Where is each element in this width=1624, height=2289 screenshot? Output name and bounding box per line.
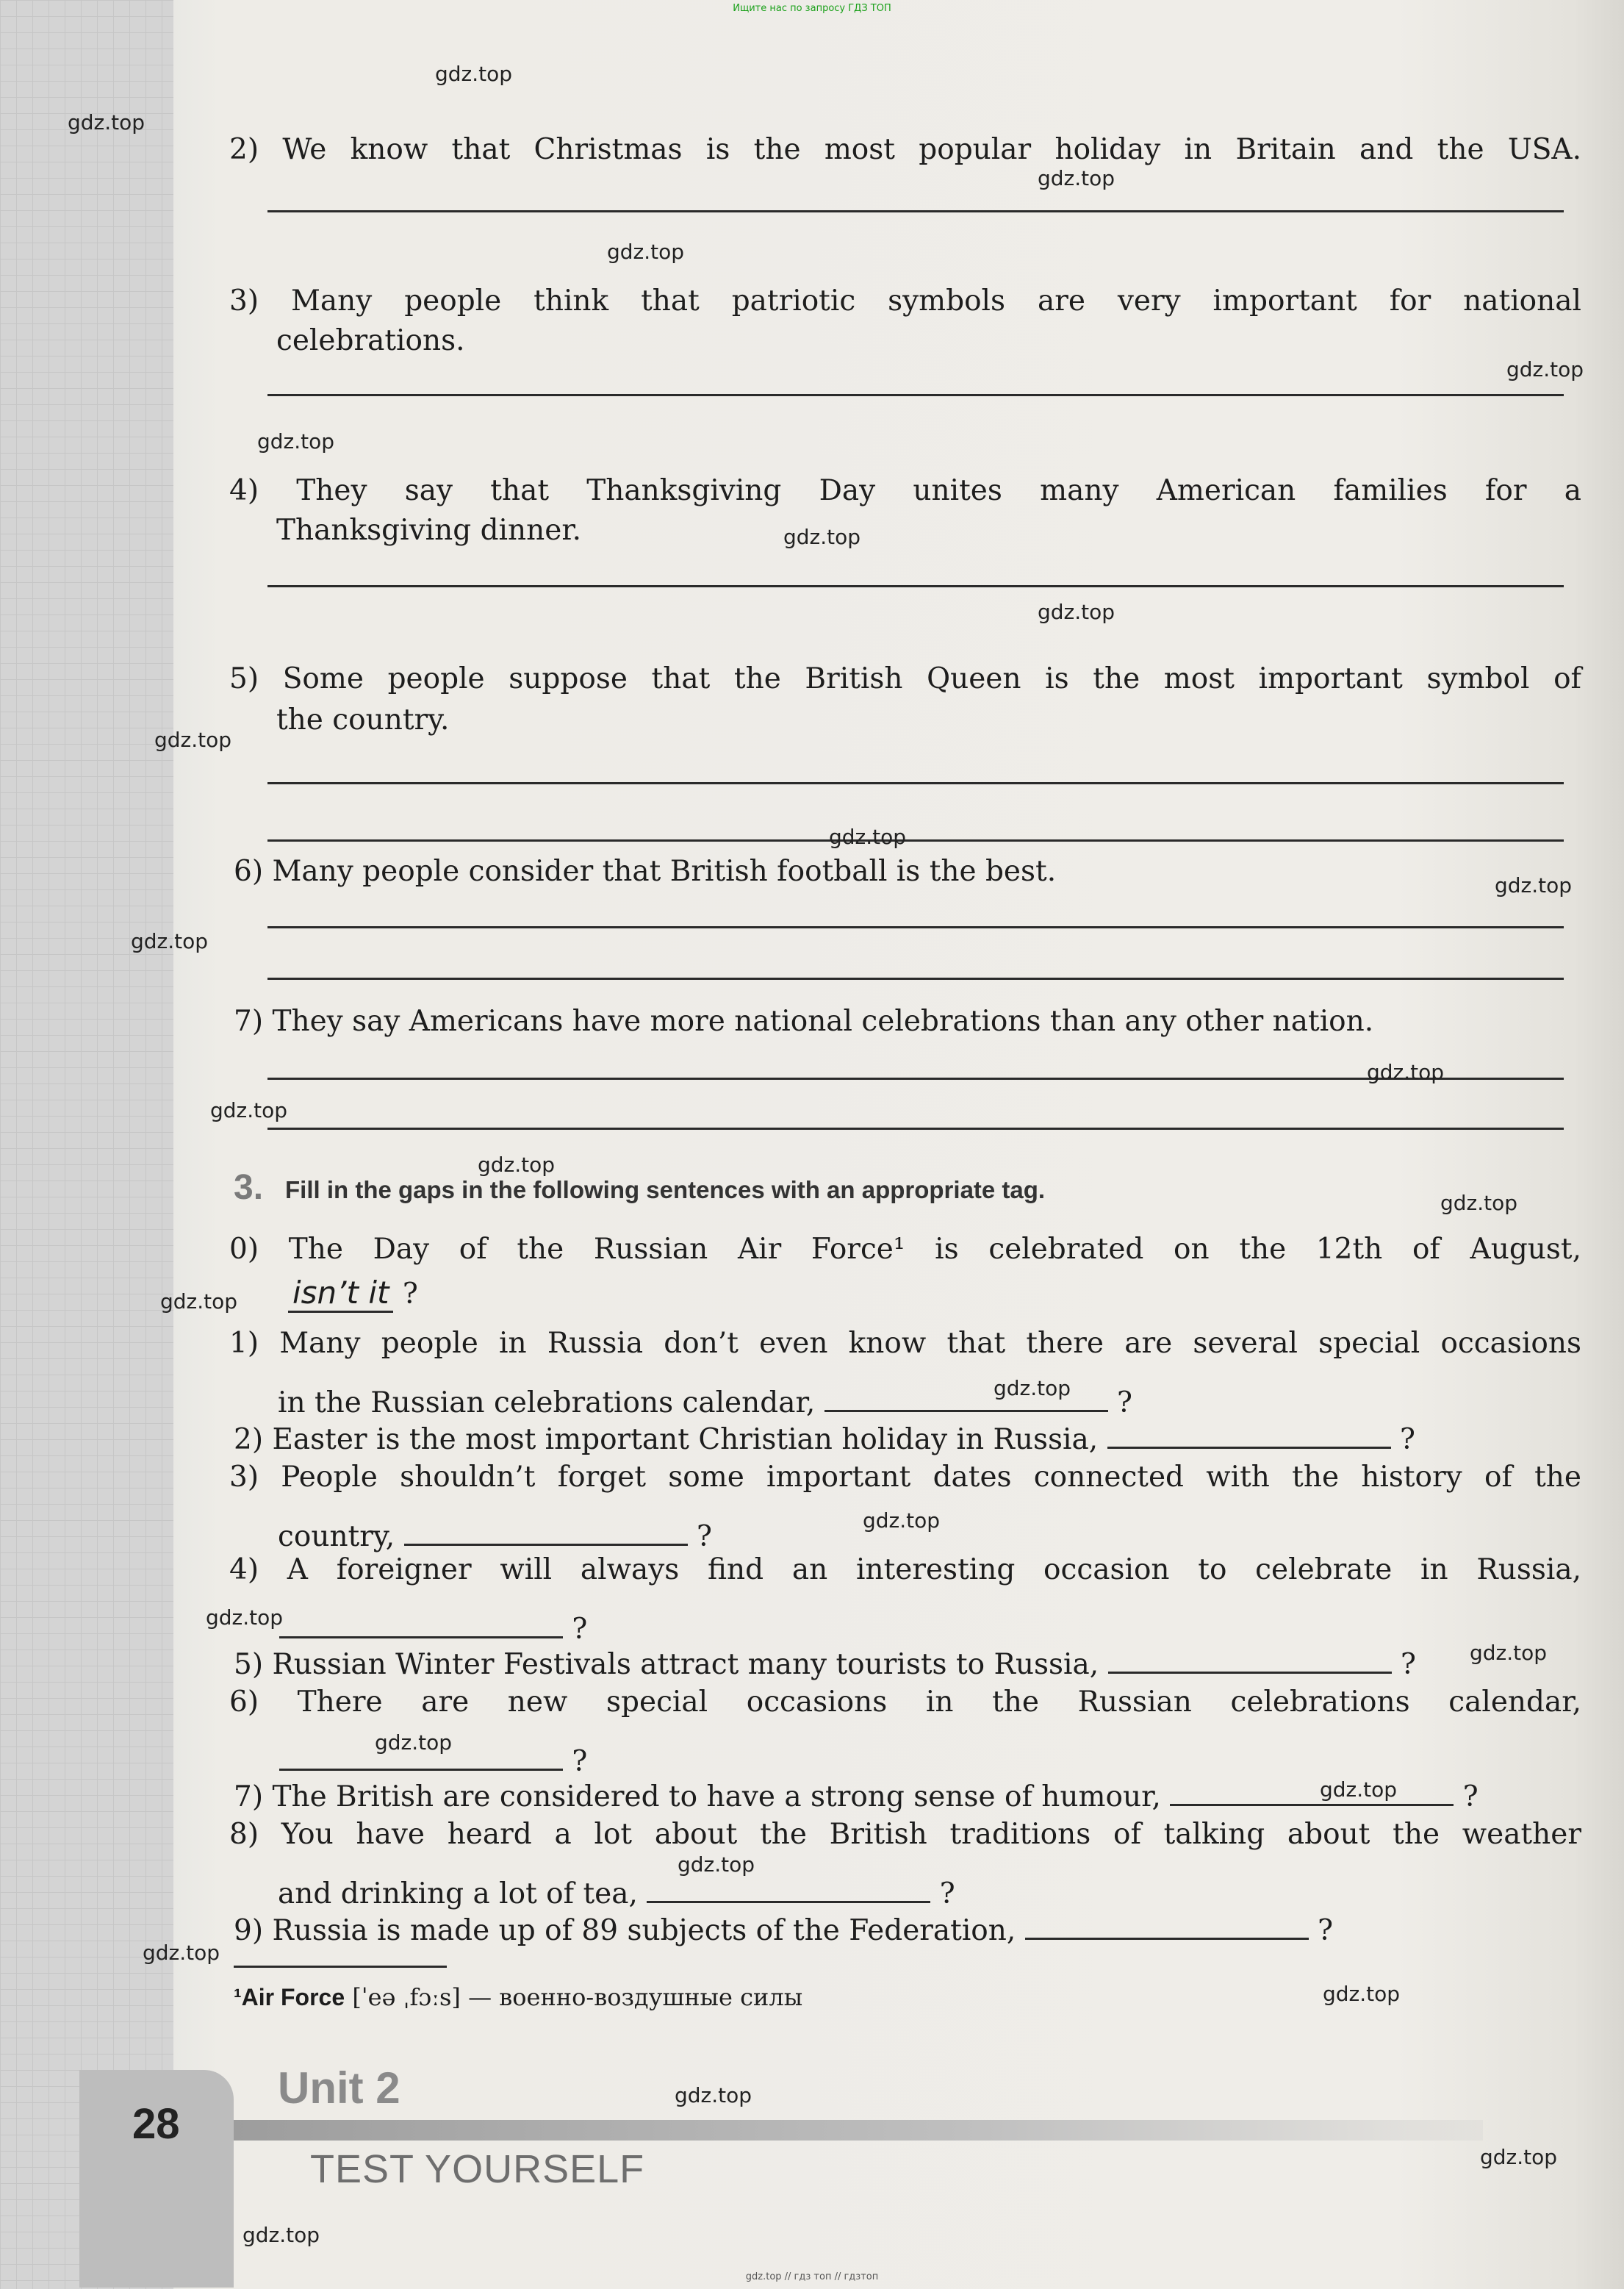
s3-item-1-text: 1) Many people in Russia don’t even know that there are several special occasions: [229, 1327, 1581, 1360]
s3-item-8-cont: and drinking a lot of tea, ?: [278, 1877, 955, 1910]
watermark: gdz.top: [478, 1153, 556, 1177]
example-answer-handwritten: isn’t it: [288, 1275, 393, 1313]
watermark: gdz.top: [257, 429, 335, 454]
watermark: gdz.top: [1323, 1982, 1401, 2006]
s3-item-8-text: 8) You have heard a lot about the British traditions of talking about the weather: [229, 1818, 1581, 1851]
footnote: ¹Air Force [ˈeə ˌfɔːs] — военно-воздушные силы: [234, 1983, 803, 2011]
answer-line[interactable]: [267, 585, 1564, 587]
watermark: gdz.top: [1367, 1060, 1445, 1084]
answer-line[interactable]: [267, 1128, 1564, 1130]
watermark: gdz.top: [1470, 1641, 1548, 1665]
watermark: gdz.top: [1038, 166, 1115, 190]
footnote-rule: [234, 1966, 447, 1968]
header-note: Ищите нас по запросу ГДЗ ТОП: [733, 3, 891, 14]
watermark: gdz.top: [1495, 873, 1573, 898]
tag-blank[interactable]: [1108, 1649, 1392, 1674]
watermark: gdz.top: [131, 929, 209, 953]
answer-line[interactable]: [267, 926, 1564, 928]
watermark: gdz.top: [829, 825, 907, 849]
watermark: gdz.top: [206, 1605, 284, 1630]
watermark: gdz.top: [1038, 600, 1115, 624]
s2-item-4-text-cont: Thanksgiving dinner.: [276, 514, 582, 547]
section-3-number: 3.: [234, 1168, 264, 1207]
watermark: gdz.top: [1440, 1191, 1518, 1215]
unit-label: Unit 2: [278, 2063, 400, 2113]
s2-item-5-text: 5) Some people suppose that the British Queen is the most important symbol of: [229, 662, 1581, 695]
s3-item-3-text: 3) People shouldn’t forget some important dates connected with the history of the: [229, 1461, 1581, 1494]
page-number: 28: [132, 2100, 180, 2148]
answer-line[interactable]: [267, 978, 1564, 980]
s3-item-7-text: 7) The British are considered to have a strong sense of humour, ?: [234, 1780, 1479, 1813]
s2-item-3-text-cont: celebrations.: [276, 324, 465, 357]
watermark: gdz.top: [154, 728, 232, 752]
watermark: gdz.top: [68, 110, 145, 135]
s2-item-3-text: 3) Many people think that patriotic symbols are very important for national: [229, 284, 1581, 318]
watermark: gdz.top: [678, 1852, 755, 1877]
tag-blank[interactable]: [647, 1879, 930, 1903]
answer-line[interactable]: [267, 210, 1564, 212]
tag-blank[interactable]: [404, 1522, 688, 1546]
answer-line[interactable]: [267, 782, 1564, 784]
s2-item-4-text: 4) They say that Thanksgiving Day unites many American families for a: [229, 474, 1581, 507]
tag-blank[interactable]: [1025, 1916, 1309, 1940]
s3-item-4-text: 4) A foreigner will always find an interesting occasion to celebrate in Russia,: [229, 1553, 1581, 1586]
s3-item-6-cont: ?: [279, 1747, 587, 1776]
watermark: gdz.top: [607, 240, 685, 264]
s3-item-9-text: 9) Russia is made up of 89 subjects of the Federation, ?: [234, 1914, 1334, 1947]
s3-item-6-text: 6) There are new special occasions in the Russian celebrations calendar,: [229, 1686, 1581, 1719]
s3-item-5-text: 5) Russian Winter Festivals attract many tourists to Russia, ?: [234, 1648, 1416, 1681]
watermark: gdz.top: [994, 1376, 1071, 1400]
s3-item-1-cont: in the Russian celebrations calendar, ?: [278, 1386, 1132, 1419]
watermark: gdz.top: [143, 1941, 220, 1965]
footer-band: [234, 2120, 1483, 2141]
answer-line[interactable]: [267, 839, 1564, 842]
section-title: TEST YOURSELF: [310, 2147, 645, 2191]
s2-item-6-text: 6) Many people consider that British football is the best.: [234, 855, 1057, 888]
watermark: gdz.top: [1480, 2145, 1558, 2169]
watermark: gdz.top: [1320, 1777, 1398, 1802]
watermark: gdz.top: [242, 2223, 320, 2247]
watermark: gdz.top: [675, 2083, 752, 2107]
s3-item-4-cont: ?: [279, 1614, 587, 1644]
footer-note: gdz.top // гдз топ // гдзтоп: [745, 2271, 879, 2282]
watermark: gdz.top: [1506, 357, 1584, 382]
tag-blank[interactable]: [1170, 1782, 1454, 1806]
s2-item-2-text: 2) We know that Christmas is the most popular holiday in Britain and the USA.: [229, 133, 1581, 166]
section-3-instruction: Fill in the gaps in the following sentences with an appropriate tag.: [285, 1176, 1046, 1203]
tag-blank[interactable]: [1107, 1425, 1391, 1449]
watermark: gdz.top: [435, 62, 513, 86]
watermark: gdz.top: [375, 1730, 453, 1755]
s3-item-3-cont: country, ?: [278, 1520, 712, 1553]
answer-line[interactable]: [267, 394, 1564, 396]
watermark: gdz.top: [863, 1508, 941, 1533]
s3-example-answer: isn’t it ?: [288, 1278, 418, 1308]
watermark: gdz.top: [210, 1098, 288, 1122]
s3-example-text: 0) The Day of the Russian Air Force¹ is celebrated on the 12th of August,: [229, 1233, 1581, 1266]
watermark: gdz.top: [160, 1289, 238, 1314]
s3-item-2-text: 2) Easter is the most important Christian holiday in Russia, ?: [234, 1423, 1415, 1456]
tag-blank[interactable]: [279, 1614, 563, 1638]
watermark: gdz.top: [783, 525, 861, 549]
s2-item-7-text: 7) They say Americans have more national celebrations than any other nation.: [234, 1005, 1374, 1038]
s2-item-5-text-cont: the country.: [276, 703, 450, 737]
